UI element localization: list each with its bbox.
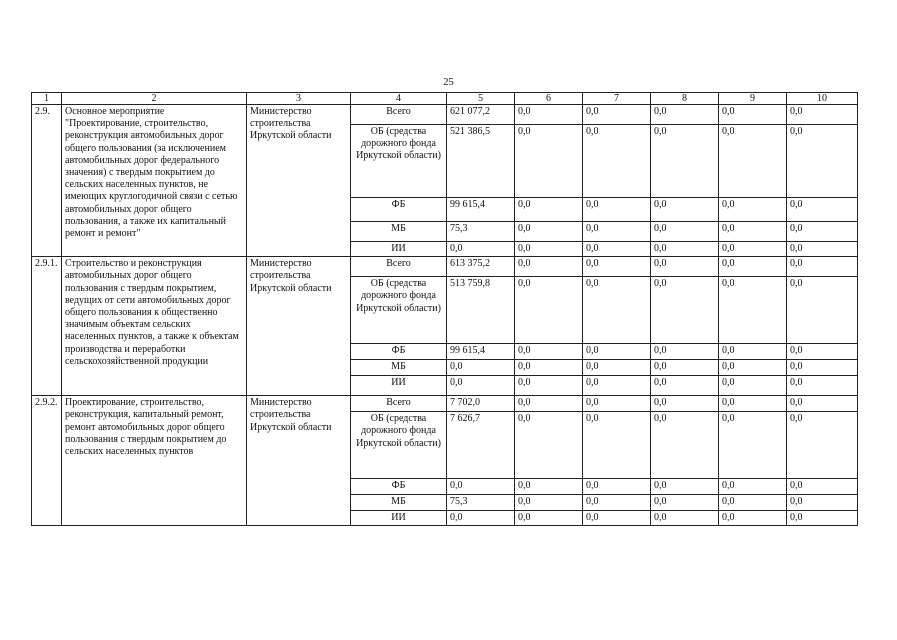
year-value: 0,0 <box>515 495 583 511</box>
year-value: 0,0 <box>719 376 787 396</box>
year-value: 0,0 <box>719 344 787 360</box>
year-value: 0,0 <box>787 257 858 277</box>
year-value: 0,0 <box>787 242 858 257</box>
funding-source: ОБ (средства дорожного фонда Иркутской области) <box>351 277 447 344</box>
year-value: 0,0 <box>515 222 583 242</box>
funding-source: ИИ <box>351 242 447 257</box>
year-value: 0,0 <box>719 222 787 242</box>
section-name: Проектирование, строительство, реконструкция, капитальный ремонт, ремонт автомобильных дорог общего пользования с твердым покрытием до сельских населенных пунктов <box>62 396 247 526</box>
year-value: 0,0 <box>515 125 583 198</box>
year-value: 0,0 <box>651 479 719 495</box>
total-value: 0,0 <box>447 360 515 376</box>
section-code: 2.9. <box>32 105 62 257</box>
year-value: 0,0 <box>651 198 719 222</box>
year-value: 0,0 <box>787 125 858 198</box>
year-value: 0,0 <box>583 105 651 125</box>
year-value: 0,0 <box>583 277 651 344</box>
executor: Министерство строительства Иркутской области <box>247 105 351 257</box>
year-value: 0,0 <box>515 511 583 526</box>
total-value: 613 375,2 <box>447 257 515 277</box>
year-value: 0,0 <box>719 495 787 511</box>
table-row <box>32 257 858 277</box>
year-value: 0,0 <box>583 360 651 376</box>
year-value: 0,0 <box>583 495 651 511</box>
year-value: 0,0 <box>515 396 583 412</box>
column-header: 9 <box>719 93 787 105</box>
year-value: 0,0 <box>719 479 787 495</box>
year-value: 0,0 <box>515 198 583 222</box>
year-value: 0,0 <box>787 376 858 396</box>
funding-source: Всего <box>351 396 447 412</box>
section-code: 2.9.1. <box>32 257 62 396</box>
section-name: Основное мероприятие "Проектирование, строительство, реконструкция автомобильных дорог общего пользования (за исключением автомобильных дорог федерального значения) с твердым покрытием до сельских населенных пунктов, не имеющих круглогодичной связи с сетью автомобильных дорог общего пользования, а также их капитальный ремонт и ремонт" <box>62 105 247 257</box>
section-name: Строительство и реконструкция автомобильных дорог общего пользования с твердым покрытием, ведущих от сети автомобильных дорог общего пользования к общественно значимым объектам сельских населенных пунктов, а также к объектам производства и переработки сельскохозяйственной продукции <box>62 257 247 396</box>
funding-source: ФБ <box>351 344 447 360</box>
column-header: 7 <box>583 93 651 105</box>
year-value: 0,0 <box>787 344 858 360</box>
funding-source: МБ <box>351 222 447 242</box>
funding-source: МБ <box>351 495 447 511</box>
year-value: 0,0 <box>651 222 719 242</box>
budget-table <box>31 92 858 526</box>
year-value: 0,0 <box>583 396 651 412</box>
year-value: 0,0 <box>651 242 719 257</box>
funding-source: Всего <box>351 257 447 277</box>
funding-source: ФБ <box>351 198 447 222</box>
year-value: 0,0 <box>651 277 719 344</box>
year-value: 0,0 <box>651 257 719 277</box>
year-value: 0,0 <box>583 257 651 277</box>
year-value: 0,0 <box>515 105 583 125</box>
year-value: 0,0 <box>651 495 719 511</box>
year-value: 0,0 <box>787 222 858 242</box>
year-value: 0,0 <box>787 105 858 125</box>
year-value: 0,0 <box>651 511 719 526</box>
total-value: 75,3 <box>447 495 515 511</box>
executor: Министерство строительства Иркутской области <box>247 257 351 396</box>
column-header: 10 <box>787 93 858 105</box>
table-body <box>32 93 858 526</box>
year-value: 0,0 <box>719 412 787 479</box>
total-value: 0,0 <box>447 479 515 495</box>
funding-source: ИИ <box>351 376 447 396</box>
year-value: 0,0 <box>583 222 651 242</box>
column-header: 5 <box>447 93 515 105</box>
year-value: 0,0 <box>651 396 719 412</box>
year-value: 0,0 <box>787 277 858 344</box>
column-header: 8 <box>651 93 719 105</box>
total-value: 75,3 <box>447 222 515 242</box>
table-row <box>32 396 858 412</box>
total-value: 0,0 <box>447 511 515 526</box>
year-value: 0,0 <box>515 479 583 495</box>
year-value: 0,0 <box>515 242 583 257</box>
total-value: 513 759,8 <box>447 277 515 344</box>
year-value: 0,0 <box>651 412 719 479</box>
column-header: 6 <box>515 93 583 105</box>
year-value: 0,0 <box>787 412 858 479</box>
column-number-row <box>32 93 858 105</box>
year-value: 0,0 <box>719 257 787 277</box>
year-value: 0,0 <box>651 125 719 198</box>
column-header: 3 <box>247 93 351 105</box>
year-value: 0,0 <box>719 105 787 125</box>
year-value: 0,0 <box>787 396 858 412</box>
year-value: 0,0 <box>515 344 583 360</box>
total-value: 521 386,5 <box>447 125 515 198</box>
year-value: 0,0 <box>583 344 651 360</box>
year-value: 0,0 <box>583 242 651 257</box>
total-value: 7 626,7 <box>447 412 515 479</box>
year-value: 0,0 <box>719 511 787 526</box>
year-value: 0,0 <box>515 412 583 479</box>
year-value: 0,0 <box>719 125 787 198</box>
funding-source: МБ <box>351 360 447 376</box>
total-value: 0,0 <box>447 376 515 396</box>
year-value: 0,0 <box>583 198 651 222</box>
year-value: 0,0 <box>719 198 787 222</box>
year-value: 0,0 <box>515 360 583 376</box>
year-value: 0,0 <box>787 360 858 376</box>
total-value: 99 615,4 <box>447 344 515 360</box>
year-value: 0,0 <box>787 511 858 526</box>
year-value: 0,0 <box>651 360 719 376</box>
total-value: 7 702,0 <box>447 396 515 412</box>
year-value: 0,0 <box>583 511 651 526</box>
year-value: 0,0 <box>719 242 787 257</box>
year-value: 0,0 <box>583 412 651 479</box>
year-value: 0,0 <box>651 105 719 125</box>
year-value: 0,0 <box>583 479 651 495</box>
funding-source: ОБ (средства дорожного фонда Иркутской области) <box>351 412 447 479</box>
year-value: 0,0 <box>515 376 583 396</box>
column-header: 1 <box>32 93 62 105</box>
year-value: 0,0 <box>787 495 858 511</box>
funding-source: ФБ <box>351 479 447 495</box>
year-value: 0,0 <box>651 376 719 396</box>
column-header: 4 <box>351 93 447 105</box>
year-value: 0,0 <box>515 277 583 344</box>
section-code: 2.9.2. <box>32 396 62 526</box>
year-value: 0,0 <box>651 344 719 360</box>
year-value: 0,0 <box>719 396 787 412</box>
year-value: 0,0 <box>787 479 858 495</box>
column-header: 2 <box>62 93 247 105</box>
table-row <box>32 105 858 125</box>
year-value: 0,0 <box>719 360 787 376</box>
total-value: 621 077,2 <box>447 105 515 125</box>
year-value: 0,0 <box>719 277 787 344</box>
funding-source: ОБ (средства дорожного фонда Иркутской области) <box>351 125 447 198</box>
year-value: 0,0 <box>787 198 858 222</box>
total-value: 0,0 <box>447 242 515 257</box>
year-value: 0,0 <box>583 376 651 396</box>
total-value: 99 615,4 <box>447 198 515 222</box>
executor: Министерство строительства Иркутской области <box>247 396 351 526</box>
funding-source: Всего <box>351 105 447 125</box>
year-value: 0,0 <box>583 125 651 198</box>
year-value: 0,0 <box>515 257 583 277</box>
page-number: 25 <box>443 77 454 88</box>
funding-source: ИИ <box>351 511 447 526</box>
